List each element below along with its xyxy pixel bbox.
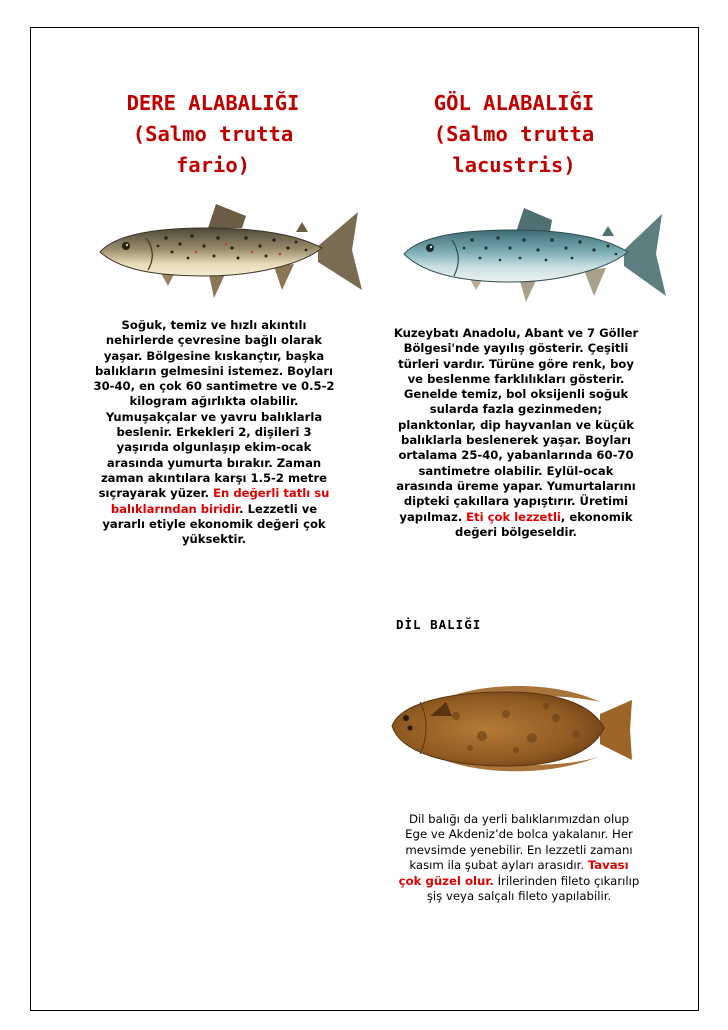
sole-fish-image bbox=[386, 676, 634, 780]
title-line: fario) bbox=[175, 153, 251, 177]
text-line: balıklarla beslenerek yaşar. Boyları bbox=[401, 433, 631, 448]
text-line: zaman akıntılara karşı 1.5-2 metre bbox=[100, 470, 328, 485]
text-line: nehirlerde çevresine bağlı olarak bbox=[105, 333, 323, 348]
text-line: arasında üreme yapar. Yumurtalarını bbox=[396, 478, 636, 493]
text-line: ve beslenme farklılıkları gösterir. bbox=[407, 371, 625, 386]
gol-alabaligi-description bbox=[380, 326, 652, 540]
gol-alabaligi-title bbox=[376, 88, 652, 181]
text-line: yaşırıda olgunlaşıp ekim-ocak bbox=[116, 440, 312, 455]
title-line: GÖL ALABALIĞI bbox=[433, 91, 595, 115]
lake-trout-image bbox=[400, 202, 668, 304]
text-line: Soğuk, temiz ve hızlı akıntılı bbox=[121, 318, 307, 332]
text-line: yararlı etiyle ekonomik değeri çok bbox=[102, 516, 326, 531]
text-line: Yumuşakçalar ve yavru balıklarla bbox=[105, 409, 323, 424]
highlight-text: Tavası bbox=[587, 858, 629, 873]
text-line: beslenir. Erkekleri 2, dişileri 3 bbox=[116, 425, 312, 440]
text-line: santimetre olabilir. Eylül-ocak bbox=[418, 463, 614, 478]
text-line: balıklarından biridir. Lezzetli ve bbox=[110, 501, 318, 516]
dil-baligi-heading: DİL BALIĞI bbox=[396, 617, 482, 632]
dere-alabaligi-title bbox=[78, 88, 348, 181]
text-line: sıçrayarak yüzer. En değerli tatlı su bbox=[98, 486, 330, 501]
title-line: DERE ALABALIĞI bbox=[126, 91, 300, 115]
dere-alabaligi-description bbox=[78, 318, 350, 547]
highlight-text: balıklarından biridir bbox=[110, 501, 240, 516]
text-line: Kuzeybatı Anadolu, Abant ve 7 Göller bbox=[393, 326, 639, 340]
text-line: yüksektir. bbox=[182, 532, 246, 547]
dil-baligi-description bbox=[380, 812, 658, 904]
text-line: dipteki çakıllara yapıştırır. Üretimi bbox=[403, 494, 629, 509]
text-line: çok güzel olur. İrilerinden fileto çıkarılıp bbox=[398, 873, 640, 888]
text-line: Dil balığı da yerli balıklarımızdan olup bbox=[408, 812, 630, 826]
text-line: türleri vardır. Türüne göre renk, boy bbox=[398, 356, 634, 371]
text-line: kilogram ağırlıkta olabilir. bbox=[129, 394, 299, 409]
text-line: sularda fazla gezinmeden; bbox=[429, 402, 603, 417]
text-line: Genelde temiz, bol oksijenli soğuk bbox=[403, 387, 629, 402]
brown-trout-image bbox=[96, 198, 364, 300]
title-line: (Salmo trutta bbox=[433, 122, 595, 146]
title-line: (Salmo trutta bbox=[132, 122, 294, 146]
text-line: planktonlar, dip hayvanlan ve küçük bbox=[398, 417, 634, 432]
text-line: değeri bölgeseldir. bbox=[455, 524, 577, 539]
text-line: Ege ve Akdeniz’de bolca yakalanır. Her bbox=[405, 827, 633, 842]
highlight-text: Eti çok lezzetli bbox=[466, 509, 561, 524]
text-line: yapılmaz. Eti çok lezzetli, ekonomik bbox=[399, 509, 633, 524]
text-line: ortalama 25-40, yabanlarında 60-70 bbox=[398, 448, 634, 463]
highlight-text: En değerli tatlı su bbox=[213, 486, 330, 501]
text-line: 30-40, en çok 60 santimetre ve 0.5-2 bbox=[93, 379, 335, 394]
highlight-text: çok güzel olur. bbox=[398, 873, 494, 888]
text-line: yaşar. Bölgesine kıskançtır, başka bbox=[103, 348, 325, 363]
text-line: mevsimde yenebilir. En lezzetli zamanı bbox=[405, 842, 633, 857]
title-line: lacustris) bbox=[452, 153, 576, 177]
text-line: şiş veya salçalı fileto yapılabilir. bbox=[426, 889, 612, 904]
text-line: Bölgesi'nde yayılış gösterir. Çeşitli bbox=[403, 341, 629, 356]
text-line: kasım ila şubat ayları arasıdır. Tavası bbox=[409, 858, 629, 873]
text-line: balıkların gelmesini istemez. Boyları bbox=[94, 363, 334, 378]
text-line: arasında yumurta bırakır. Zaman bbox=[106, 455, 322, 470]
